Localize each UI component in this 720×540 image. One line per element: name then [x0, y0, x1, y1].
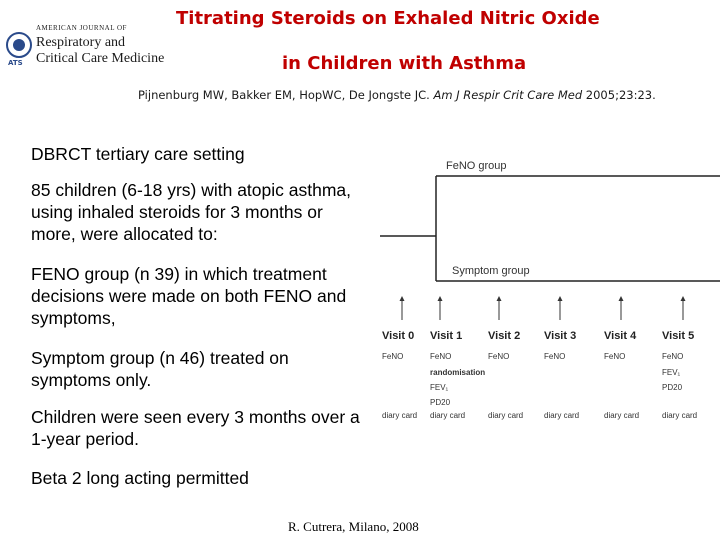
journal-logo — [2, 22, 172, 74]
visit-label: Visit 1 — [430, 330, 463, 342]
visit-label: Visit 0 — [382, 330, 415, 342]
visit-feno: FeNO — [488, 352, 510, 361]
ats-seal-icon — [6, 32, 32, 58]
bullet-follow-up: Children were seen every 3 months over a 1-year period. — [31, 407, 360, 449]
feno-group-label: FeNO group — [446, 160, 507, 172]
visit-arrow-head — [400, 296, 405, 301]
citation-ref: 2005;23:23. — [585, 88, 656, 102]
visit-feno: FeNO — [430, 352, 452, 361]
visit-diary-card: diary card — [544, 411, 580, 420]
visit-measure: FEV₁ — [430, 383, 449, 392]
visit-columns — [382, 296, 697, 420]
visit-label: Visit 4 — [604, 330, 637, 342]
visit-feno: FeNO — [382, 352, 404, 361]
visit-feno: FeNO — [544, 352, 566, 361]
bullet-feno-group: FENO group (n 39) in which treatment decisions were made on both FENO and symptoms, — [31, 264, 347, 328]
symptom-group-label: Symptom group — [452, 265, 530, 277]
footer-credit: R. Cutrera, Milano, 2008 — [288, 519, 419, 534]
visit-arrow-head — [619, 296, 624, 301]
visit-diary-card: diary card — [488, 411, 524, 420]
visit-feno: FeNO — [604, 352, 626, 361]
visit-measure: PD20 — [662, 383, 683, 392]
visit-diary-card: diary card — [382, 411, 418, 420]
citation-authors: Pijnenburg MW, Bakker EM, HopWC, De Jongste JC. — [138, 88, 430, 102]
visit-diary-card: diary card — [662, 411, 698, 420]
visit-arrow-head — [558, 296, 563, 301]
visit-arrow-head — [438, 296, 443, 301]
citation — [138, 88, 656, 102]
visit-feno: FeNO — [662, 352, 684, 361]
visit-label: Visit 2 — [488, 330, 521, 342]
logo-line-2: Respiratory and — [36, 35, 126, 50]
citation-journal: Am J Respir Crit Care Med — [433, 88, 583, 102]
visit-measure: FEV₁ — [662, 368, 681, 377]
visit-diary-card: diary card — [604, 411, 640, 420]
visit-measure: randomisation — [430, 368, 486, 377]
visit-diary-card: diary card — [430, 411, 466, 420]
bullet-symptom-group: Symptom group (n 46) treated on symptoms only. — [31, 348, 289, 390]
bullet-beta2: Beta 2 long acting permitted — [31, 468, 249, 488]
bullet-population: 85 children (6-18 yrs) with atopic asthma, using inhaled steroids for 3 months or more, were allocated to: — [31, 180, 351, 244]
visit-measure: PD20 — [430, 398, 451, 407]
visit-label: Visit 5 — [662, 330, 695, 342]
logo-line-1: AMERICAN JOURNAL OF — [36, 24, 127, 32]
bullet-design: DBRCT tertiary care setting — [31, 144, 245, 164]
visit-arrow-head — [681, 296, 686, 301]
visit-label: Visit 3 — [544, 330, 577, 342]
study-design-diagram — [372, 150, 720, 420]
logo-line-3: Critical Care Medicine — [36, 51, 165, 66]
logo-seal-text: ATS — [8, 59, 23, 67]
visit-arrow-head — [497, 296, 502, 301]
slide-title-line-2: in Children with Asthma — [282, 53, 527, 74]
slide-title-line-1: Titrating Steroids on Exhaled Nitric Oxide — [176, 8, 600, 29]
